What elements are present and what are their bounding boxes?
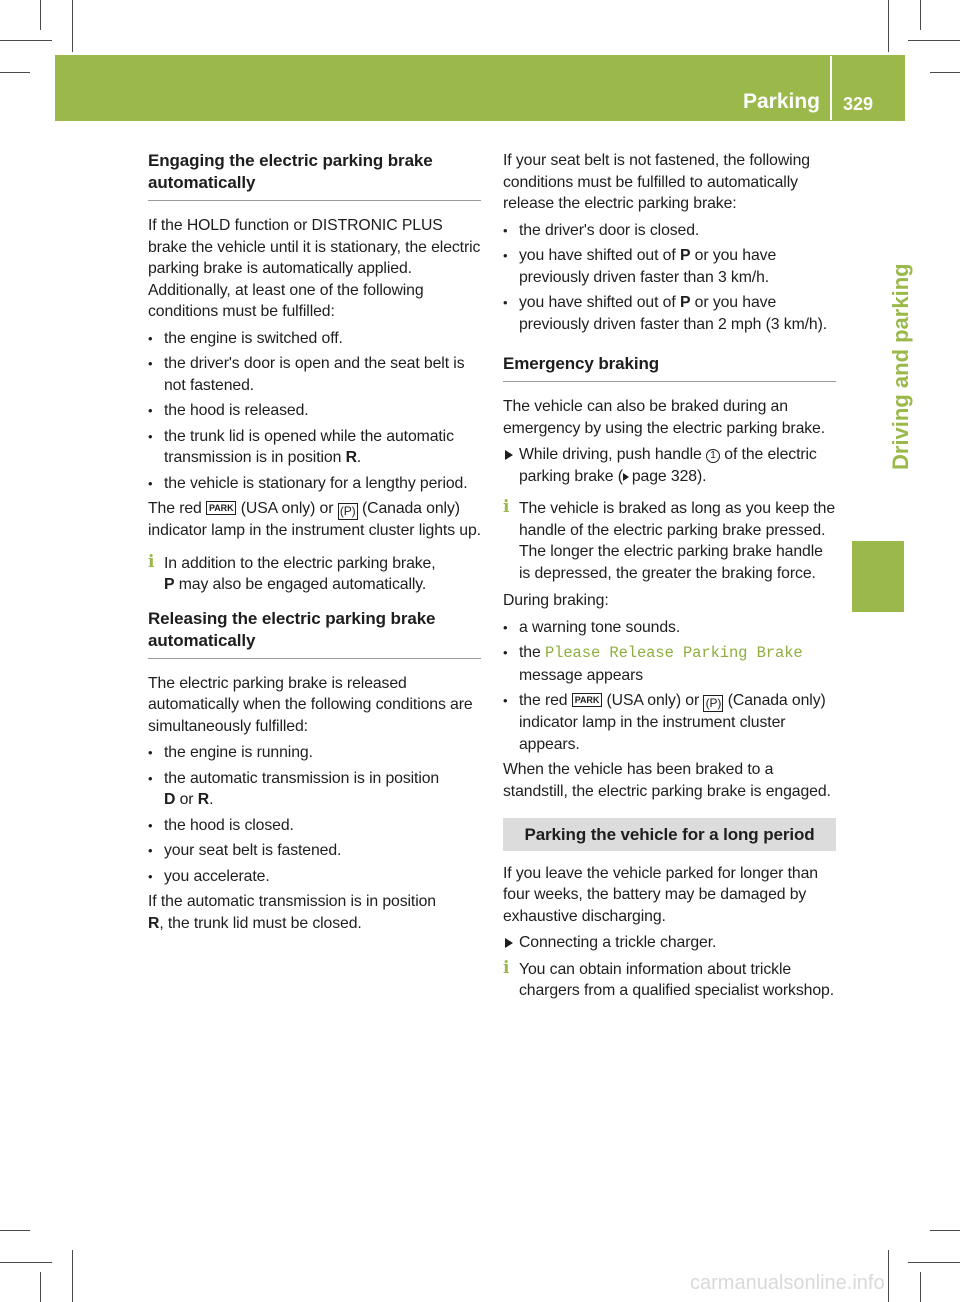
paragraph [148,498,481,542]
paragraph: When the vehicle has been braked to a standstill, the electric parking brake is engaged. [503,761,831,800]
text: message appears [519,666,644,684]
list-item [503,690,836,755]
crop-mark [72,0,73,52]
gear-position: P [164,576,175,593]
list-item: • the engine is running. [148,742,481,764]
heading-emergency-braking: Emergency braking [503,353,836,382]
gear-position: D [164,791,176,808]
paragraph: The electric parking brake is released automatically when the following conditions are simultaneously fulfilled: [148,674,473,735]
crop-mark [908,40,960,41]
list-item: • the hood is closed. [148,815,481,837]
text: the trunk lid is opened while the automatic transmission is in position [164,427,454,466]
paragraph: If you leave the vehicle parked for longer than four weeks, the battery may be damaged by exhaustive discharging. [503,864,818,925]
gear-position: R [345,449,357,466]
page-ref-arrow-icon [623,473,629,481]
text: may also be engaged automatically. [174,576,427,593]
list-item [503,245,836,288]
text: (USA only) or [236,500,338,517]
list-item: • you accelerate. [148,866,481,888]
chapter-tab-marker [852,541,904,612]
text: In addition to the electric parking brake, [164,554,436,572]
crop-mark [0,1262,52,1263]
page-number: 329 [843,94,874,114]
list-item [503,642,836,686]
text: . [209,791,214,808]
info-note [148,553,481,596]
paragraph [148,891,481,934]
handle-callout-icon: 1 [706,449,720,463]
info-icon: i [148,551,155,572]
list-item: • the vehicle is stationary for a lengthy period. [148,473,481,495]
crop-mark [0,72,30,73]
text: (USA only) or [602,692,704,709]
list-item [148,768,481,811]
text: The vehicle is braked as long as you keep the handle of the electric parking brake pressed. The longer the electric parking brake handle is depressed, the greater the braking force. [519,500,836,582]
paragraph: If your seat belt is not fastened, the following conditions must be fulfilled to automatically release the electric parking brake: [503,152,810,212]
text: or you have previously driven faster than 3 km/h. [519,247,777,286]
header-divider [830,56,832,120]
list-item: • the driver's door is open and the seat belt is not fastened. [148,353,481,396]
crop-mark [40,0,41,30]
text: (Canada only) indicator lamp in the instrument cluster lights up. [148,500,481,539]
text: the red [519,692,572,709]
paragraph: The vehicle can also be braked during an emergency by using the electric parking brake. [503,398,826,437]
info-note [503,959,836,1002]
page-reference-link[interactable]: page 328 [631,467,697,485]
text: of the electric parking brake ( [519,446,817,485]
action-step: Connecting a trickle charger. [503,932,836,954]
crop-mark [0,40,52,41]
text: you have shifted out of [519,247,680,264]
list-item: • the hood is released. [148,400,481,422]
crop-mark [888,0,889,52]
crop-mark [40,1272,41,1302]
text: The red [148,500,207,517]
left-column [148,150,481,939]
section-title: Parking [742,90,820,113]
gear-position: R [148,914,160,932]
text: , the trunk lid must be closed. [159,914,362,932]
list-item: • your seat belt is fastened. [148,840,481,862]
list-item: • the driver's door is closed. [503,220,836,242]
text: ). [696,467,707,485]
list-item: • a warning tone sounds. [503,617,836,639]
info-icon: i [503,957,510,978]
crop-mark [0,1230,30,1231]
text: or [175,791,198,808]
info-icon: i [503,497,510,517]
p-circle-indicator-icon: (P) [338,503,358,520]
text: the automatic transmission is in position [164,769,440,787]
text: you have shifted out of [519,294,680,311]
crop-mark [908,1262,960,1263]
text: If the automatic transmission is in position [148,893,436,910]
list-item [148,426,481,469]
crop-mark [920,1272,921,1302]
park-indicator-icon: PARK [206,501,236,515]
park-indicator-icon: PARK [572,693,602,707]
right-column [503,150,836,1008]
text: . [356,449,362,466]
text: You can obtain information about trickle chargers from a qualified specialist workshop. [519,960,834,999]
chapter-tab-label: Driving and parking [888,263,913,470]
heading-long-period-parking: Parking the vehicle for a long period [503,818,836,851]
crop-mark [930,1230,960,1231]
crop-mark [888,1250,889,1302]
gear-position: P [679,247,691,264]
list-item [503,292,836,335]
text: While driving, push handle [519,446,706,463]
paragraph: If the HOLD function or DISTRONIC PLUS brake the vehicle until it is stationary, the electric parking brake is automatically applied. Additionally, at least one of the following conditions must be fulfilled: [148,217,481,320]
crop-mark [72,1250,73,1302]
paragraph: During braking: [503,592,609,609]
gear-position: R [197,791,210,808]
watermark: carmanualsonline.info [690,1272,885,1294]
text: (Canada only) indicator lamp in the instrument cluster appears. [519,692,826,753]
gear-position: P [679,294,691,311]
info-note [503,498,836,584]
crop-mark [920,0,921,30]
display-message: Please Release Parking Brake [544,644,803,662]
heading-releasing: Releasing the electric parking brake automatically [148,608,481,659]
p-circle-indicator-icon: (P) [703,695,723,712]
crop-mark [930,72,960,73]
action-step [503,444,836,487]
heading-engaging: Engaging the electric parking brake automatically [148,150,481,201]
list-item: • the engine is switched off. [148,328,481,350]
text: or you have previously driven faster than 2 mph (3 km/h). [519,294,828,333]
text: the [519,644,545,661]
